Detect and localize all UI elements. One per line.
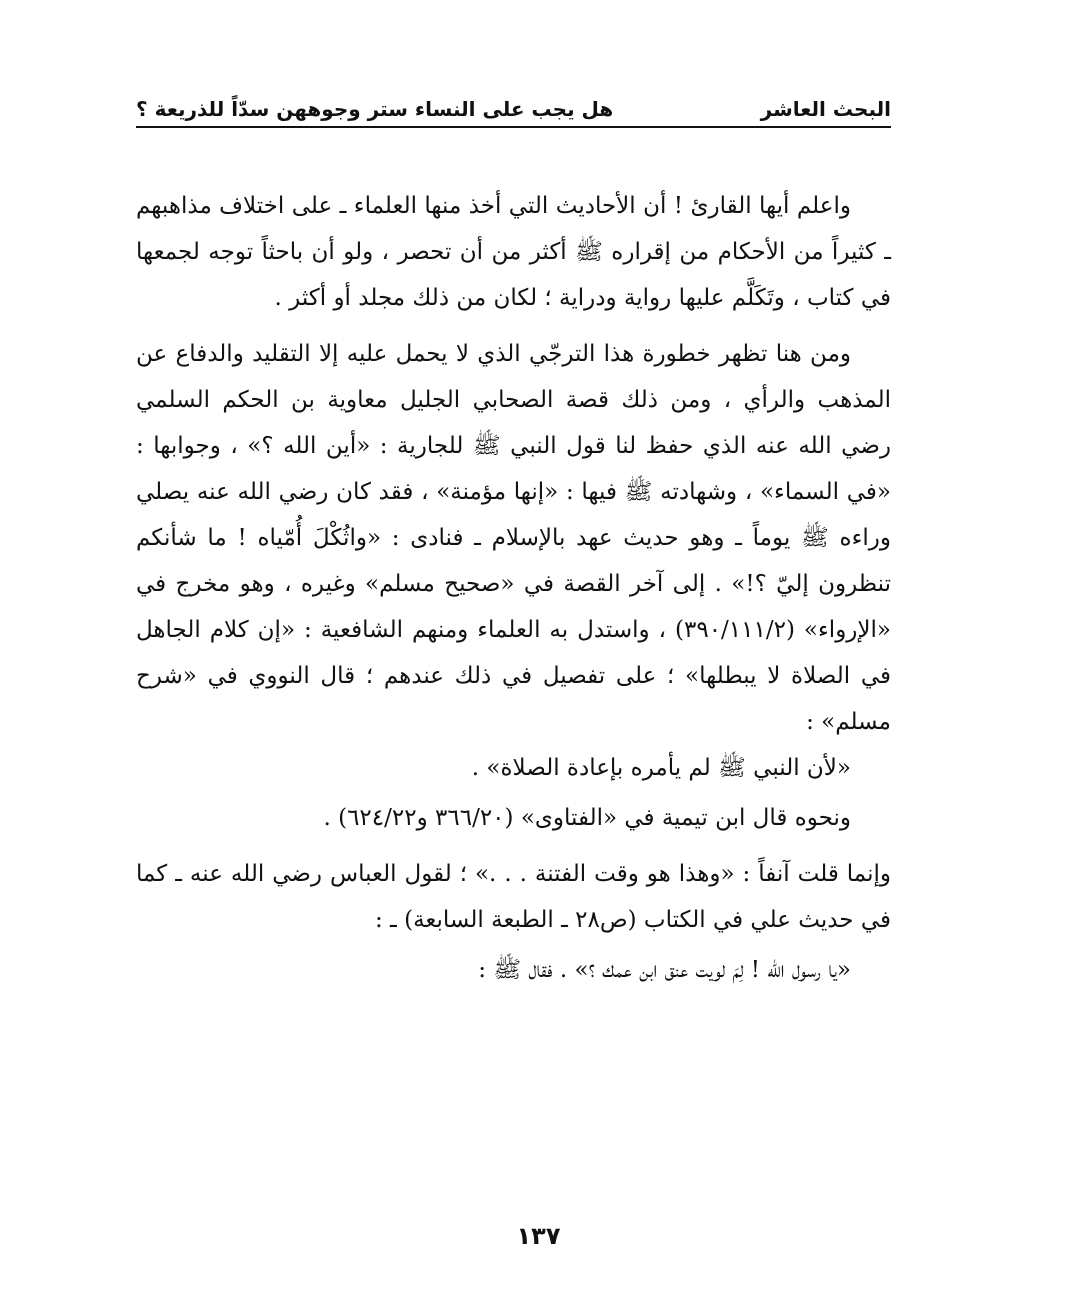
paragraph: ونحوه قال ابن تيمية في «الفتاوى» (٣٦٦/٢٠ و٦٢٤/٢٢) . xyxy=(323,805,851,831)
chapter-label: البحث العاشر xyxy=(760,97,891,121)
paragraph: وإنما قلت آنفاً : «وهذا هو وقت الفتنة . . .» ؛ لقول العباس رضي الله عنه ـ كما في حديث علي في الكتاب (ص٢٨ ـ الطبعة السابعة) ـ : xyxy=(136,861,891,933)
quotation: «يا رسول الله ! لِمَ لويت عنق ابن عمك ؟» . فقال ﷺ : xyxy=(478,957,851,983)
header-title: هل يجب على النساء ستر وجوههن سدّاً للذريعة ؟ xyxy=(136,97,614,121)
paragraph: واعلم أيها القارئ ! أن الأحاديث التي أخذ منها العلماء ـ على اختلاف مذاهبهم ـ كثيراً من الأحكام من إقراره ﷺ أكثر من أن تحصر ، ولو أن باحثاً توجه لجمعها في كتاب ، وتَكَلَّم عليها رواية ودراية ؛ لكان من ذلك مجلد أو أكثر . xyxy=(136,193,891,311)
body-text xyxy=(136,183,891,993)
paragraph: ومن هنا تظهر خطورة هذا الترجّي الذي لا يحمل عليه إلا التقليد والدفاع عن المذهب والرأي ، ومن ذلك قصة الصحابي الجليل معاوية بن الحكم السلمي رضي الله عنه الذي حفظ لنا قول النبي ﷺ للجارية : «أين الله ؟» ، وجوابها : «في السماء» ، وشهادته ﷺ فيها : «إنها مؤمنة» ، فقد كان رضي الله عنه يصلي وراءه ﷺ يوماً ـ وهو حديث عهد بالإسلام ـ فنادى : «واثُكْلَ أُمّياه ! ما شأنكم تنظرون إليّ ؟!» . إلى آخر القصة في «صحيح مسلم» وغيره ، وهو مخرج في «الإرواء» (٣٩٠/١١١/٢) ، واستدل به العلماء ومنهم الشافعية : «إن كلام الجاهل في الصلاة لا يبطلها» ؛ على تفصيل في ذلك عندهم ؛ قال النووي في «شرح مسلم» : xyxy=(136,341,891,735)
header-divider xyxy=(136,126,891,128)
quotation: «لأن النبي ﷺ لم يأمره بإعادة الصلاة» . xyxy=(471,755,851,781)
running-header xyxy=(136,88,891,124)
page-number: ١٣٧ xyxy=(516,1222,561,1250)
